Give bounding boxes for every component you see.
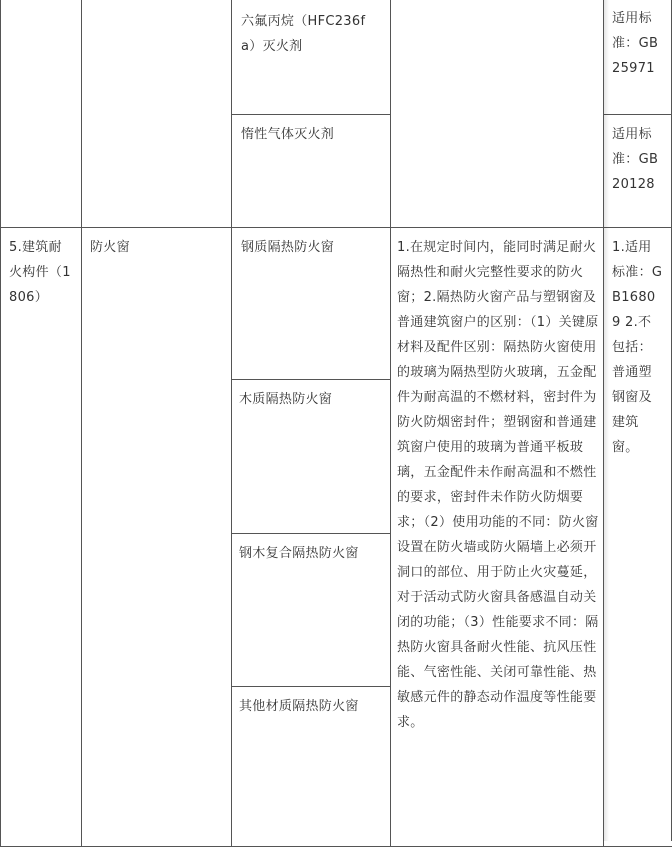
extinguisher-name: 六氟丙烷（HFC236fa）灭火剂 (241, 14, 366, 54)
column-shade (604, 0, 609, 841)
standard-note-cell (603, 114, 672, 228)
description-cell (390, 227, 604, 847)
standard-note: 适用标准：GB20128 (612, 127, 659, 192)
standard-note: 1.适用标准：GB16809 2.不包括：普通塑钢窗及建筑窗。 (612, 240, 663, 455)
category-cell-top (0, 0, 82, 228)
standard-note: 适用标准：GB25971 (612, 11, 659, 76)
subtype-label: 钢木复合隔热防火窗 (239, 546, 359, 561)
category-label: 5.建筑耐火构件（1806） (9, 240, 71, 305)
subtype-cell (231, 379, 391, 534)
product-cell-top (81, 0, 232, 228)
subtype-label: 钢质隔热防火窗 (241, 240, 335, 255)
subtype-label: 木质隔热防火窗 (239, 392, 333, 407)
standard-note-cell (603, 227, 672, 847)
extinguisher-name: 惰性气体灭火剂 (241, 127, 335, 142)
subtype-cell (231, 227, 391, 380)
subtype-cell (231, 533, 391, 687)
product-label: 防火窗 (90, 240, 130, 255)
description-cell-top (390, 0, 604, 228)
category-cell (0, 227, 82, 847)
standard-note-cell (603, 0, 672, 115)
description-text: 1.在规定时间内，能同时满足耐火隔热性和耐火完整性要求的防火窗；2.隔热防火窗产品与塑钢窗及普通建筑窗户的区别：（1）关键原材料及配件区别：隔热防火窗使用的玻璃为隔热型防火玻璃，五金配件为耐高温的不燃材料，密封件为防火防烟密封件；塑钢窗和普通建筑窗户使用的玻璃为普通平板玻璃，五金配件未作耐高温和不燃性的要求，密封件未作防火防烟要求；（2）使用功能的不同：防火窗设置在防火墙或防火隔墙上必须开洞口的部位、用于防止火灾蔓延，对于活动式防火窗具备感温自动关闭的功能；（3）性能要求不同：隔热防火窗具备耐火性能、抗风压性能、气密性能、关闭可靠性能、热敏感元件的静态动作温度等性能要求。 (397, 240, 599, 730)
subtype-cell (231, 686, 391, 847)
extinguisher-name-cell (231, 0, 391, 115)
extinguisher-name-cell (231, 114, 391, 228)
product-cell (81, 227, 232, 847)
subtype-label: 其他材质隔热防火窗 (239, 699, 359, 714)
